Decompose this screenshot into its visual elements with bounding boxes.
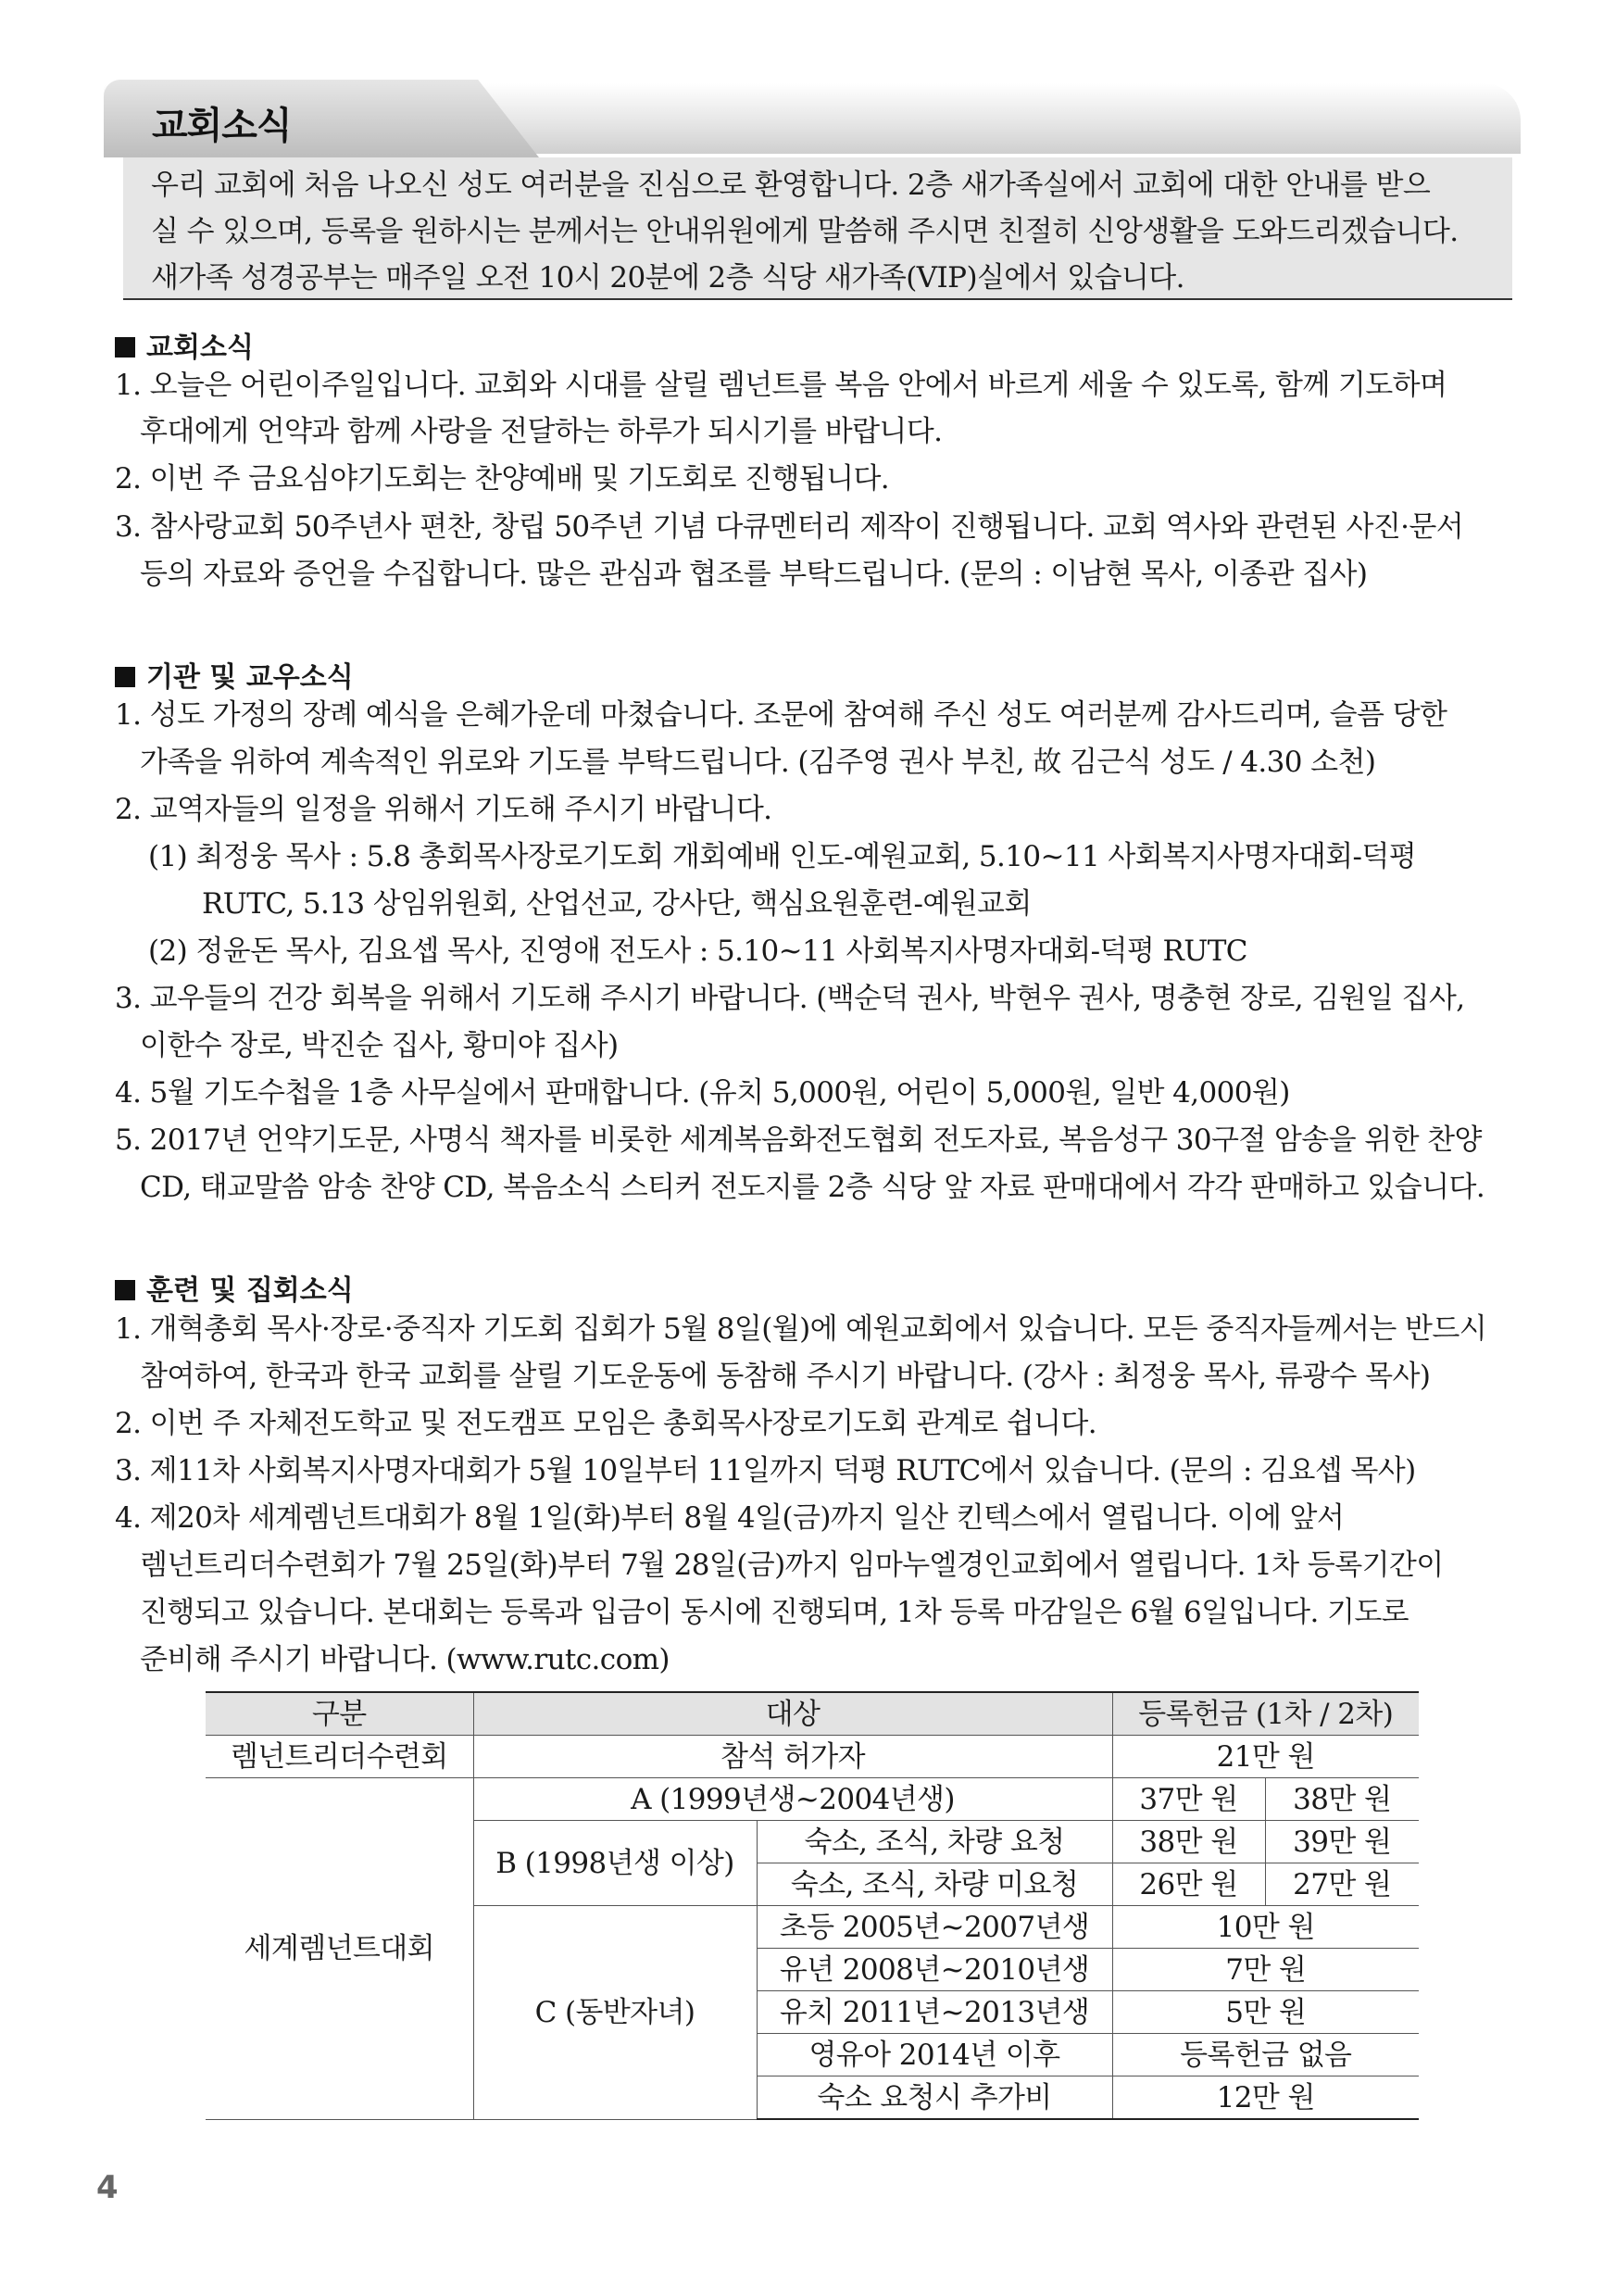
news-line: (2) 정윤돈 목사, 김요셉 목사, 진영애 전도사 : 5.10~11 사회복지사명자대회-덕평 RUTC [148,935,1247,968]
news-line: 참여하여, 한국과 한국 교회를 살릴 기도운동에 동참해 주시기 바랍니다. (강사 : 최정웅 목사, 류광수 목사) [140,1360,1431,1393]
fee-cell: 10만 원 [1112,1906,1419,1949]
news-line: 5. 2017년 언약기도문, 사명식 책자를 비롯한 세계복음화전도협회 전도자료, 복음성구 30구절 암송을 위한 찬양 [115,1123,1482,1157]
fee-cell: 21만 원 [1112,1736,1419,1778]
news-line: 이한수 장로, 박진순 집사, 황미야 집사) [140,1029,619,1062]
table-row [206,1736,1419,1778]
target-cell: 참석 허가자 [473,1736,1112,1778]
sub-target-cell: 유치 2011년~2013년생 [757,1991,1112,2034]
welcome-line: 우리 교회에 처음 나오신 성도 여러분을 진심으로 환영합니다. 2층 새가족실에서 교회에 대한 안내를 받으 [151,169,1431,202]
target-cell: B (1998년생 이상) [473,1821,757,1906]
fee-cell: 12만 원 [1112,2076,1419,2120]
welcome-line: 새가족 성경공부는 매주일 오전 10시 20분에 2층 식당 새가족(VIP)실에서 있습니다. [151,261,1184,295]
news-line: 준비해 주시기 바랍니다. (www.rutc.com) [140,1643,670,1676]
news-line: 가족을 위하여 계속적인 위로와 기도를 부탁드립니다. (김주영 권사 부친, 故 김근식 성도 / 4.30 소천) [140,746,1376,779]
page-number: 4 [96,2169,119,2206]
news-line: 3. 참사랑교회 50주년사 편찬, 창립 50주년 기념 다큐멘터리 제작이 진행됩니다. 교회 역사와 관련된 사진·문서 [115,510,1464,544]
square-bullet-icon [115,337,135,358]
welcome-notice-box [123,157,1512,300]
fee-cell: 38만 원 [1112,1821,1265,1863]
fee-cell: 27만 원 [1265,1863,1419,1906]
target-cell: A (1999년생~2004년생) [473,1778,1112,1821]
fee-cell: 26만 원 [1112,1863,1265,1906]
sub-target-cell: 유년 2008년~2010년생 [757,1949,1112,1991]
sub-target-cell: 영유아 2014년 이후 [757,2034,1112,2076]
news-line: 2. 이번 주 금요심야기도회는 찬양예배 및 기도회로 진행됩니다. [115,462,890,496]
fee-cell: 5만 원 [1112,1991,1419,2034]
section-heading-member-news: 기관 및 교우소식 [115,654,354,695]
fee-cell: 등록헌금 없음 [1112,2034,1419,2076]
news-line: 4. 5월 기도수첩을 1층 사무실에서 판매합니다. (유치 5,000원, 어린이 5,000원, 일반 4,000원) [115,1076,1290,1110]
fee-cell: 7만 원 [1112,1949,1419,1991]
table-row [206,1778,1419,1821]
fee-cell: 37만 원 [1112,1778,1265,1821]
sub-target-cell: 숙소 요청시 추가비 [757,2076,1112,2120]
section-heading-church-news: 교회소식 [115,324,254,365]
news-line: 1. 오늘은 어린이주일입니다. 교회와 시대를 살릴 렘넌트를 복음 안에서 바르게 세울 수 있도록, 함께 기도하며 [115,369,1447,402]
news-line: 3. 제11차 사회복지사명자대회가 5월 10일부터 11일까지 덕평 RUTC에서 있습니다. (문의 : 김요셉 목사) [115,1454,1416,1487]
table-header-cell: 등록헌금 (1차 / 2차) [1112,1692,1419,1736]
news-line: 1. 성도 가정의 장례 예식을 은혜가운데 마쳤습니다. 조문에 참여해 주신 성도 여러분께 감사드리며, 슬픔 당한 [115,698,1447,732]
sub-target-cell: 초등 2005년~2007년생 [757,1906,1112,1949]
page-title: 교회소식 [152,105,292,147]
square-bullet-icon [115,1280,135,1300]
news-line: 후대에게 언약과 함께 사랑을 전달하는 하루가 되시기를 바랍니다. [140,415,943,448]
news-line: 등의 자료와 증언을 수집합니다. 많은 관심과 협조를 부탁드립니다. (문의 : 이남현 목사, 이종관 집사) [140,558,1368,591]
news-line: 4. 제20차 세계렘넌트대회가 8월 1일(화)부터 8월 4일(금)까지 일산 킨텍스에서 열립니다. 이에 앞서 [115,1501,1345,1535]
group-cell: 렘넌트리더수련회 [206,1736,473,1778]
sub-target-cell: 숙소, 조식, 차량 요청 [757,1821,1112,1863]
section-heading-training-news: 훈련 및 집회소식 [115,1267,354,1308]
sub-target-cell: 숙소, 조식, 차량 미요청 [757,1863,1112,1906]
registration-fee-table [206,1691,1419,2120]
target-cell: C (동반자녀) [473,1906,757,2120]
news-line: RUTC, 5.13 상임위원회, 산업선교, 강사단, 핵심요원훈련-예원교회 [202,887,1032,921]
news-line: 3. 교우들의 건강 회복을 위해서 기도해 주시기 바랍니다. (백순덕 권사, 박현우 권사, 명충현 장로, 김원일 집사, [115,982,1465,1015]
news-line: 진행되고 있습니다. 본대회는 등록과 입금이 동시에 진행되며, 1차 등록 마감일은 6월 6일입니다. 기도로 [140,1596,1409,1629]
fee-cell: 39만 원 [1265,1821,1419,1863]
welcome-line: 실 수 있으며, 등록을 원하시는 분께서는 안내위원에게 말씀해 주시면 친절히 신앙생활을 도와드리겠습니다. [151,215,1459,248]
news-line: 2. 이번 주 자체전도학교 및 전도캠프 모임은 총회목사장로기도회 관계로 쉽니다. [115,1407,1096,1440]
group-cell: 세계렘넌트대회 [206,1778,473,2120]
table-header-cell: 구분 [206,1692,473,1736]
table-header-row [206,1692,1419,1736]
fee-cell: 38만 원 [1265,1778,1419,1821]
news-line: 렘넌트리더수련회가 7월 25일(화)부터 7월 28일(금)까지 임마누엘경인교회에서 열립니다. 1차 등록기간이 [140,1549,1444,1582]
news-line: 1. 개혁총회 목사·장로·중직자 기도회 집회가 5월 8일(월)에 예원교회에서 있습니다. 모든 중직자들께서는 반드시 [115,1312,1487,1346]
table-header-cell: 대상 [473,1692,1112,1736]
news-line: 2. 교역자들의 일정을 위해서 기도해 주시기 바랍니다. [115,793,772,826]
square-bullet-icon [115,667,135,687]
news-line: CD, 태교말씀 암송 찬양 CD, 복음소식 스티커 전도지를 2층 식당 앞 자료 판매대에서 각각 판매하고 있습니다. [140,1171,1485,1204]
section-tab-header [104,80,1521,157]
news-line: (1) 최정웅 목사 : 5.8 총회목사장로기도회 개회예배 인도-예원교회, 5.10~11 사회복지사명자대회-덕평 [148,840,1417,873]
